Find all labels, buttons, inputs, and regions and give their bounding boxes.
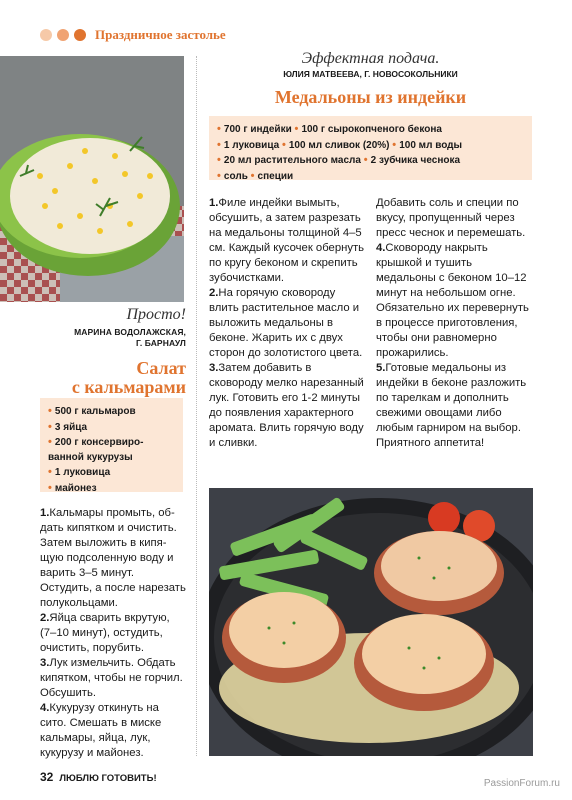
- ingredient-item: ванной кукурузы: [48, 451, 133, 463]
- bullet-icon: •: [48, 466, 55, 478]
- medallions-photo-illustration: [209, 488, 533, 756]
- medallions-heading: [209, 50, 532, 108]
- salad-title-line-1: Салат: [136, 358, 186, 378]
- ingredient-line: • 20 мл растительного масла • 2 зубчика чеснока: [217, 154, 461, 166]
- medallions-tag: Эффектная подача.: [301, 50, 440, 67]
- ingredient-line: • 700 г индейки • 100 г сырокопченого бекона: [217, 123, 442, 135]
- salad-author-city: Г. БАРНАУЛ: [136, 338, 186, 348]
- medallions-step: 3.Затем добавить в сковороду мелко нарезанный лук. Готовить его 1-2 минуты до появления характерного аромата. Влить горячую воду и сливки.: [209, 362, 364, 449]
- bullet-icon: •: [48, 436, 55, 448]
- salad-steps: [40, 506, 186, 761]
- magazine-name: ЛЮБЛЮ ГОТОВИТЬ!: [59, 773, 157, 784]
- salad-author: [40, 327, 186, 349]
- salad-step: 3.Лук измельчить. Обдать кипятком, чтобы не горчил. Обсушить.: [40, 657, 183, 699]
- salad-tag: Просто!: [126, 306, 186, 323]
- page-number: 32: [40, 770, 54, 784]
- medallions-step: 4.Сковороду накрыть крышкой и тушить медальоны с беконом 10–12 минут на небольшом огне. Обязательно их перевернуть в процессе приготовления, чтобы они равномерно прожарились.: [376, 242, 529, 359]
- watermark: PassionForum.ru: [483, 778, 560, 789]
- medallions-steps-col-1: [209, 196, 367, 451]
- medallions-step-continued: Добавить соль и специи по вкусу, пропущенный через пресс чеснок и перемешать.: [376, 197, 526, 239]
- medallions-author: ЮЛИЯ МАТВЕЕВА, Г. НОВОСОКОЛЬНИКИ: [283, 69, 458, 79]
- salad-photo-illustration: [0, 56, 184, 302]
- medallions-step: 1.Филе индейки вымыть, обсушить, а затем разрезать на медальоны толщиной 4–5 см. Каждый кусочек обернуть по кругу беконом и скрепить зубочистками.: [209, 197, 365, 284]
- salad-author-name: МАРИНА ВОДОЛАЖСКАЯ,: [74, 327, 186, 337]
- ingredient-item: • 200 г консервиро-: [48, 436, 144, 448]
- section-title: Праздничное застолье: [95, 27, 226, 42]
- salad-ingredients: [40, 398, 183, 492]
- salad-step: 4.Кукурузу откинуть на сито. Смешать в миске кальмары, яйца, лук, кукурузу и майонез.: [40, 702, 162, 759]
- ingredient-line: • 1 луковица • 100 мл сливок (20%) • 100 мл воды: [217, 138, 463, 151]
- header-dot-2: [57, 29, 69, 41]
- ingredient-item: • 1 луковица: [48, 466, 111, 478]
- section-header: [40, 26, 226, 44]
- medallions-step: 5.Готовые медальоны из индейки в беконе разложить по тарелкам и дополнить свежими овощами либо любым гарниром на выбор. Приятного аппетита!: [376, 362, 527, 449]
- header-dot-3: [74, 29, 86, 41]
- salad-photo: [0, 56, 184, 302]
- salad-title: [40, 359, 186, 397]
- medallions-title: Медальоны из индейки: [274, 87, 467, 107]
- header-dot-1: [40, 29, 52, 41]
- salad-recipe-heading: [40, 306, 186, 397]
- medallions-photo: [209, 488, 533, 756]
- page-footer: [40, 770, 157, 784]
- salad-step: 2.Яйца сварить вкрутую, (7–10 минут), остудить, очистить, порубить.: [40, 612, 170, 654]
- medallions-step: 2.На горячую сковороду влить растительное масло и выложить медальоны в беконе. Жарить их с двух сторон до золотистого цвета.: [209, 287, 363, 359]
- medallions-steps-col-2: [376, 196, 534, 451]
- ingredient-item: • 3 яйца: [48, 420, 88, 433]
- medallions-ingredients: [209, 116, 532, 180]
- bullet-icon: •: [48, 405, 55, 417]
- ingredient-item: • 500 г кальмаров: [48, 405, 136, 417]
- ingredient-line: • соль • специи: [217, 169, 294, 182]
- bullet-icon: •: [48, 420, 55, 433]
- ingredient-item: • майонез: [48, 481, 97, 494]
- salad-title-line-2: с кальмарами: [71, 377, 186, 397]
- bullet-icon: •: [48, 481, 55, 494]
- column-divider: [196, 56, 197, 756]
- salad-step: 1.Кальмары промыть, об-дать кипятком и очистить. Затем выложить в кипя-щую подсоленную воду и варить 3–5 минут. Остудить, а после нарезать полукольцами.: [40, 507, 186, 609]
